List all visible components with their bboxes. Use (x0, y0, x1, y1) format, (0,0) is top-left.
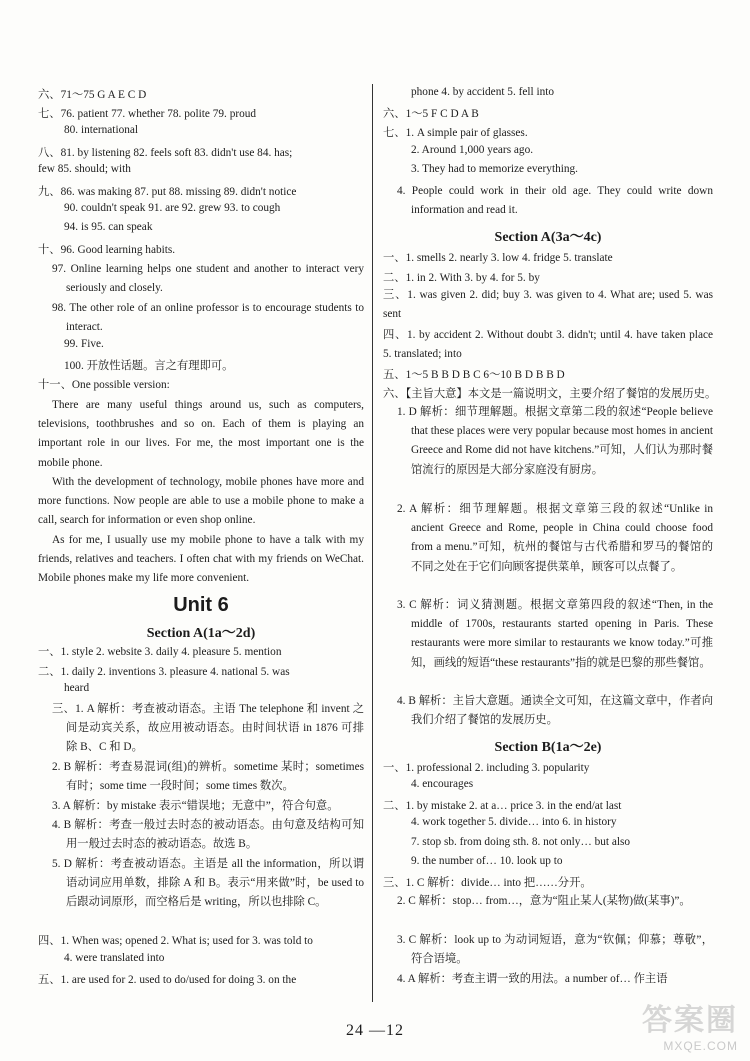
section-heading: Section B(1a～2e) (494, 740, 602, 755)
answer-paragraph: 1. D 解析：细节理解题。根据文章第二段的叙述“People believe that these places were very popular because most homes in ancient Greece and Rome did not have kitchens.”可知，人们认为那时餐馆流行的原因是大部分家庭没有厨房。 (397, 406, 713, 476)
answer-line: few 85. should; with (38, 163, 131, 175)
watermark (642, 995, 738, 1053)
answer-line: 4. were translated into (64, 952, 165, 964)
answer-line: 99. Five. (64, 338, 104, 350)
answer-line: 一、1. style 2. website 3. daily 4. pleasure 5. mention (38, 646, 282, 658)
answer-line: 六、1～5 F C D A B (383, 108, 479, 120)
answer-line: 二、1. in 2. With 3. by 4. for 5. by (383, 272, 540, 284)
essay-paragraph: As for me, I usually use my mobile phone to have a talk with my friends, relatives and teachers. I often chat with my friends on WeChat. Mobile phones make my life more convenient. (38, 534, 364, 585)
answer-line: 100. 开放性话题。言之有理即可。 (64, 360, 234, 372)
answer-line: 4. work together 5. divide… into 6. in history (411, 816, 617, 828)
answer-line: 4. encourages (411, 778, 474, 790)
answer-line: 二、1. daily 2. inventions 3. pleasure 4. national 5. was (38, 666, 290, 678)
answer-paragraph: 4. People could work in their old age. They could write down information and read it. (397, 185, 713, 217)
answer-paragraph: 3. C 解析：look up to 为动词短语，意为“钦佩；仰慕；尊敬”，符合语境。 (397, 934, 713, 966)
answer-paragraph: 4. B 解析：考查一般过去时态的被动语态。由句意及结构可知用一般过去时态的被动语态。故选 B。 (52, 819, 364, 851)
answer-line: phone 4. by accident 5. fell into (411, 86, 555, 98)
answer-paragraph: 2. C 解析：stop… from…，意为“阻止某人(某物)做(某事)”。 (397, 895, 691, 907)
answer-line: 十、96. Good learning habits. (38, 244, 176, 256)
answer-paragraph: 2. A 解析：细节理解题。根据文章第三段的叙述“Unlike in ancient Greece and Rome, people in China could choose food from a menu.”可知，杭州的餐馆与古代希腊和罗马的餐馆的不同之处在于它们向顾客提供菜单，顾客可以点餐了。 (397, 503, 713, 573)
answer-line: 3. They had to memorize everything. (411, 163, 578, 175)
answer-paragraph: 四、1. by accident 2. Without doubt 3. didn't; until 4. have taken place 5. translated; into (383, 329, 713, 361)
answer-line: 90. couldn't speak 91. are 92. grew 93. to cough (64, 202, 281, 214)
answer-paragraph: 4. B 解析：主旨大意题。通读全文可知，在这篇文章中，作者向我们介绍了餐馆的发展历史。 (397, 695, 713, 727)
answer-paragraph: 98. The other role of an online professor is to encourage students to interact. (52, 302, 364, 334)
section-heading: Section A(1a～2d) (146, 626, 256, 641)
unit-heading: Unit 6 (173, 594, 229, 616)
answer-line: 9. the number of… 10. look up to (411, 855, 563, 867)
essay-paragraph: There are many useful things around us, such as computers, televisions, toothbrushes and so on. Each of them is playing an important role in our lives. For me, the most important one is the mobile phone. (38, 399, 364, 469)
answer-line: heard (64, 682, 90, 694)
watermark-logo-text: 答案圈 (642, 1004, 738, 1037)
answer-paragraph: 4. A 解析：考查主谓一致的用法。a number of… 作主语 (397, 973, 668, 985)
section-heading: Section A(3a～4c) (494, 230, 602, 245)
answer-line: 五、1～5 B B D B C 6～10 B D B B D (383, 369, 565, 381)
answer-paragraph: 3. A 解析：by mistake 表示“错误地；无意中”，符合句意。 (52, 800, 339, 812)
answer-paragraph: 3. C 解析：词义猜测题。根据文章第四段的叙述“Then, in the middle of 1700s, restaurants started opening in Paris. These restaurants were more similar to restaurants we know today.”可推知，画线的短语“these restaurants”指的就是巴黎的那些餐馆。 (397, 599, 713, 669)
answer-line: 80. international (64, 124, 139, 136)
answer-line: 2. Around 1,000 years ago. (411, 144, 534, 156)
answer-line: 三、1. C 解析：divide… into 把……分开。 (383, 877, 592, 889)
answer-paragraph: 5. D 解析：考查被动语态。主语是 all the information，所以谓语动词应用单数，排除 A 和 B。表示“用来做”时，be used to 后跟动词原形，而空格后是 writing，所以也排除 C。 (52, 858, 364, 909)
answer-paragraph: 三、1. A 解析：考查被动语态。主语 The telephone 和 invent 之间是动宾关系，故应用被动语态。由时间状语 in 1876 可排除 B、C 和 D。 (52, 703, 364, 754)
answer-line: 六、【主旨大意】本文是一篇说明文，主要介绍了餐馆的发展历史。 (383, 388, 717, 400)
page-number: 24 —12 (346, 1022, 404, 1039)
column-divider (372, 84, 373, 1002)
answer-line: 五、1. are used for 2. used to do/used for doing 3. on the (38, 974, 297, 986)
answer-line: 一、1. professional 2. including 3. popularity (383, 762, 590, 774)
answer-line: 九、86. was making 87. put 88. missing 89. didn't notice (38, 186, 297, 198)
answer-paragraph: 三、1. was given 2. did; buy 3. was given to 4. What are; used 5. was sent (383, 289, 713, 321)
answer-line: 八、81. by listening 82. feels soft 83. didn't use 84. has; (38, 147, 293, 159)
answer-line: 六、71～75 G A E C D (38, 89, 147, 101)
answer-paragraph: 97. Online learning helps one student and another to interact very seriously and closely. (52, 263, 364, 295)
answer-line: 七、1. A simple pair of glasses. (383, 127, 528, 139)
answer-line: 七、76. patient 77. whether 78. polite 79. proud (38, 108, 257, 120)
answer-line: 十一、One possible version: (38, 379, 170, 391)
answer-line: 7. stop sb. from doing sth. 8. not only… but also (411, 836, 631, 848)
answer-paragraph: 2. B 解析：考查易混词(组)的辨析。sometime 某时；sometimes 有时；some time 一段时间；some times 数次。 (52, 761, 364, 793)
answer-line: 一、1. smells 2. nearly 3. low 4. fridge 5. translate (383, 252, 613, 264)
answer-line: 94. is 95. can speak (64, 221, 153, 233)
answer-line: 四、1. When was; opened 2. What is; used for 3. was told to (38, 935, 313, 947)
answer-line: 二、1. by mistake 2. at a… price 3. in the end/at last (383, 800, 622, 812)
essay-paragraph: With the development of technology, mobile phones have more and more functions. Now people are able to use a mobile phone to make a call, search for information or even shop online. (38, 476, 364, 527)
watermark-url: MXQE.COM (663, 1039, 738, 1053)
